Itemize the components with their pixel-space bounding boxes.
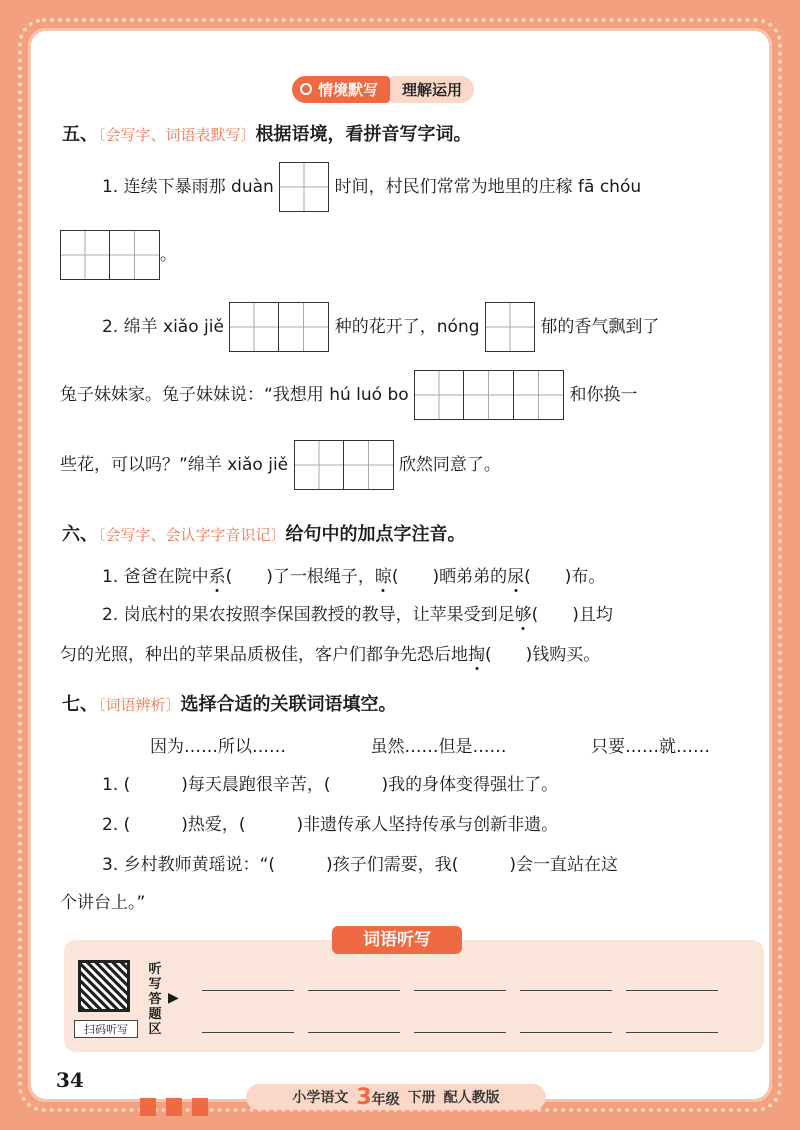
header-tab-active (292, 76, 390, 103)
qr-code-icon[interactable] (78, 960, 130, 1012)
answer-lines-row-2 (202, 1032, 718, 1033)
s5-line-4 (60, 440, 501, 490)
emphasized-char-niao: 尿 (507, 567, 525, 587)
dictation-title: 词语听写 (332, 926, 462, 954)
s5-line-4-text-a: 些花，可以吗？”绵羊 xiǎo jiě (60, 455, 289, 475)
answer-line[interactable] (202, 990, 294, 991)
option-yinwei: 因为……所以…… (150, 737, 286, 757)
s5-line-1-text-a: 1. 连续下暴雨那 duàn (102, 177, 274, 197)
pinyin-blank-xi[interactable]: ( )了一根绳子， (225, 567, 375, 587)
s5-line-4-text-b: 欣然同意了。 (398, 455, 501, 475)
footer-subject: 小学语文 (292, 1090, 349, 1106)
answer-line[interactable] (520, 990, 612, 991)
s5-line-3 (60, 370, 637, 420)
s5-line-2-text-c: 郁的香气飘到了 (540, 317, 660, 337)
s7-line-1[interactable]: 1. ( )每天晨跑很辛苦，( )我的身体变得强壮了。 (102, 775, 559, 795)
section-5-heading (62, 120, 472, 146)
pinyin-blank-liang[interactable]: ( )晒弟弟的 (391, 567, 508, 587)
section-6-heading (62, 520, 466, 546)
answer-line[interactable] (414, 990, 506, 991)
answer-box-duan[interactable] (279, 162, 329, 212)
footer-edition: 配人教版 (443, 1090, 500, 1106)
section-5-number: 五、 (62, 124, 98, 145)
s5-line-1-text-b: 时间，村民们常常为地里的庄稼 fā chóu (334, 177, 642, 197)
answer-box-fachou[interactable] (60, 230, 160, 280)
header-tab-other: 理解运用 (390, 76, 474, 103)
emphasized-char-tao: 掏 (468, 645, 485, 665)
s6-l1-t0: 1. 爸爸在院中 (102, 567, 209, 587)
section-7-number: 七、 (62, 694, 98, 715)
footer-grade: 年级 (371, 1091, 400, 1108)
dictation-area-label: 听写答题区 (148, 962, 162, 1037)
qr-label: 扫码听写 (74, 1020, 138, 1038)
section-7-title: 选择合适的关联词语填空。 (180, 694, 397, 715)
section-6-tag: 〔会写字、会认字字音识记〕 (98, 526, 286, 544)
section-header (292, 76, 474, 102)
answer-lines-row-1 (202, 990, 718, 991)
pinyin-blank-niao[interactable]: ( )布。 (524, 567, 606, 587)
option-suiran: 虽然……但是…… (370, 737, 507, 757)
section-7-heading (62, 690, 397, 716)
section-5-title: 根据语境，看拼音写字词。 (255, 124, 472, 145)
arrow-right-icon: ▶ (168, 990, 179, 1006)
section-7-tag: 〔词语辨析〕 (98, 696, 181, 714)
s6-line-1 (102, 562, 605, 587)
footer-term: 下册 (407, 1090, 436, 1106)
s5-line-2 (102, 302, 659, 352)
emphasized-char-liang: 晾 (374, 567, 392, 587)
answer-line[interactable] (414, 1032, 506, 1033)
footer-badge (246, 1084, 546, 1110)
answer-box-xiaojie-1[interactable] (229, 302, 329, 352)
s6-line-3 (60, 640, 600, 665)
s6-l3-t0: 匀的光照，种出的苹果品质极佳，客户们都争先恐后地 (60, 645, 468, 665)
s6-l2-t0: 2. 岗底村的果农按照李保国教授的教导，让苹果受到足 (102, 605, 515, 625)
s7-line-4: 个讲台上。” (60, 893, 146, 913)
page-number: 34 (56, 1068, 84, 1092)
s5-line-2-text-a: 2. 绵羊 xiǎo jiě (102, 317, 224, 337)
badge-icon (300, 83, 312, 95)
answer-line[interactable] (626, 1032, 718, 1033)
footer-grade-number: 3 (356, 1084, 372, 1110)
answer-box-xiaojie-2[interactable] (294, 440, 394, 490)
decorative-stripe (166, 1098, 182, 1116)
section-5-tag: 〔会写字、词语表默写〕 (98, 126, 256, 144)
answer-line[interactable] (308, 1032, 400, 1033)
answer-line[interactable] (626, 990, 718, 991)
decorative-stripe (192, 1098, 208, 1116)
answer-line[interactable] (308, 990, 400, 991)
s5-line-1-cont (60, 230, 177, 280)
emphasized-char-gou: 够 (514, 605, 532, 625)
s7-line-2[interactable]: 2. ( )热爱，( )非遗传承人坚持传承与创新非遗。 (102, 815, 559, 835)
s6-line-2 (102, 600, 613, 625)
section-6-number: 六、 (62, 524, 98, 545)
header-tab-active-label: 情境默写 (318, 80, 379, 99)
s5-line-1 (102, 162, 641, 212)
answer-line[interactable] (202, 1032, 294, 1033)
s5-line-3-text-a: 兔子妹妹家。兔子妹妹说：“我想用 hú luó bo (60, 385, 409, 405)
pinyin-blank-gou[interactable]: ( )且均 (531, 605, 613, 625)
decorative-stripe (140, 1098, 156, 1116)
pinyin-blank-tao[interactable]: ( )钱购买。 (485, 645, 601, 665)
answer-box-huluobo[interactable] (414, 370, 564, 420)
conjunction-options (150, 732, 710, 757)
answer-line[interactable] (520, 1032, 612, 1033)
emphasized-char-xi: 系 (208, 567, 226, 587)
section-6-title: 给句中的加点字注音。 (285, 524, 466, 545)
s5-line-2-text-b: 种的花开了，nóng (334, 317, 480, 337)
s5-line-1-end: 。 (160, 245, 177, 265)
s7-line-3[interactable]: 3. 乡村教师黄瑶说：“( )孩子们需要，我( )会一直站在这 (102, 855, 618, 875)
option-zhiyao: 只要……就…… (591, 737, 710, 757)
s5-line-3-text-b: 和你换一 (569, 385, 638, 405)
answer-box-nong[interactable] (485, 302, 535, 352)
